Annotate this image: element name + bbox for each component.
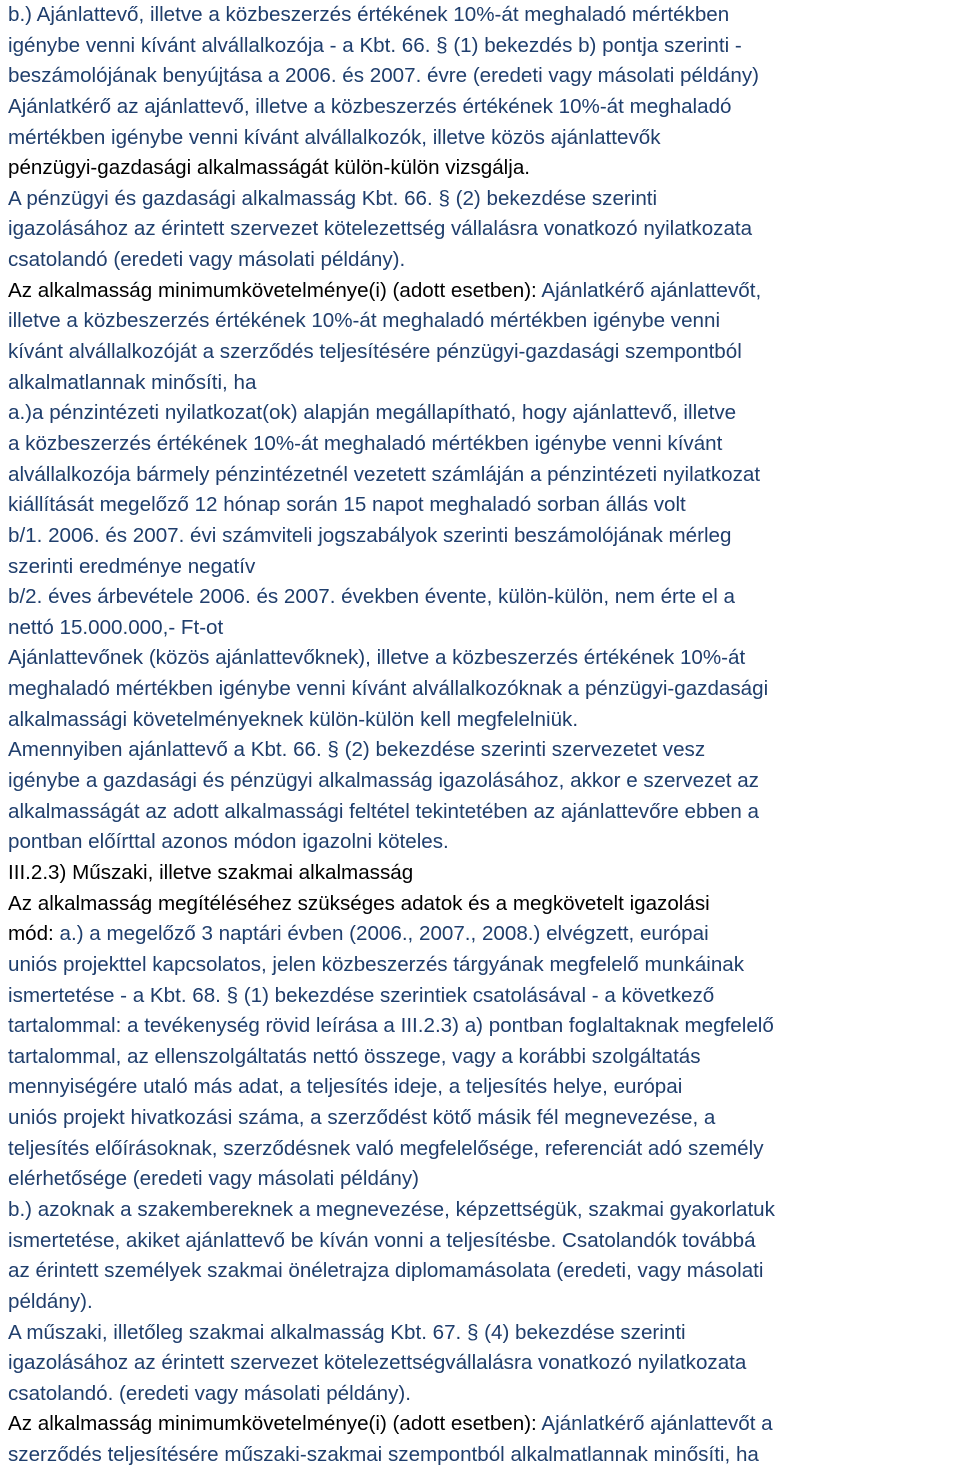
text-line: b/1. 2006. és 2007. évi számviteli jogszabályok szerinti beszámolójának mérleg — [8, 523, 732, 547]
text-line: igazolásához az érintett szervezet kötelezettségvállalásra vonatkozó nyilatkozata — [8, 1351, 747, 1375]
text-line: A pénzügyi és gazdasági alkalmasság Kbt. 66. § (2) bekezdése szerinti — [8, 186, 658, 210]
text-line: illetve a közbeszerzés értékének 10%-át meghaladó mértékben igénybe venni — [8, 309, 721, 333]
text-line: kívánt alvállalkozóját a szerződés teljesítésére pénzügyi-gazdasági szempontból — [8, 340, 742, 364]
text-segment: mód: — [8, 922, 60, 946]
text-line: beszámolójának benyújtása a 2006. és 2007. évre (eredeti vagy másolati példány) — [8, 64, 759, 88]
text-line: a.)a pénzintézeti nyilatkozat(ok) alapján megállapítható, hogy ajánlattevő, illetve — [8, 401, 737, 425]
text-line: elérhetősége (eredeti vagy másolati példány) — [8, 1167, 419, 1191]
text-line: alkalmassági követelményeknek külön-külön kell megfelelniük. — [8, 707, 579, 731]
text-line: Amennyiben ajánlattevő a Kbt. 66. § (2) bekezdése szerinti szervezetet vesz — [8, 738, 706, 762]
text-line: alvállalkozója bármely pénzintézetnél vezetett számláján a pénzintézeti nyilatkozat — [8, 462, 761, 486]
text-line: Ajánlatkérő az ajánlattevő, illetve a közbeszerzés értékének 10%-át meghaladó — [8, 94, 732, 118]
text-line: csatolandó. (eredeti vagy másolati példány). — [8, 1381, 411, 1405]
text-line — [8, 919, 960, 950]
text-line: uniós projekttel kapcsolatos, jelen közbeszerzés tárgyának megfelelő munkáinak — [8, 952, 745, 976]
text-line: pontban előírttal azonos módon igazolni köteles. — [8, 830, 449, 854]
text-line — [8, 1409, 960, 1440]
text-segment: Az alkalmasság minimumkövetelménye(i) (adott esetben): — [8, 1412, 542, 1436]
text-line: mértékben igénybe venni kívánt alvállalkozók, illetve közös ajánlattevők — [8, 125, 661, 149]
text-line: teljesítés előírásoknak, szerződésnek való megfelelősége, referenciát adó személy — [8, 1136, 764, 1160]
text-line: alkalmasságát az adott alkalmassági feltétel tekintetében az ajánlattevőre ebben a — [8, 799, 759, 823]
text-line: kiállítását megelőző 12 hónap során 15 napot meghaladó sorban állás volt — [8, 493, 686, 517]
text-line: nettó 15.000.000,- Ft-ot — [8, 615, 224, 639]
text-line: III.2.3) Műszaki, illetve szakmai alkalmasság — [8, 860, 414, 884]
text-line: szerződés teljesítésére műszaki-szakmai szempontból alkalmatlannak minősíti, ha — [8, 1443, 759, 1467]
text-line: pénzügyi-gazdasági alkalmasságát külön-külön vizsgálja. — [8, 156, 531, 180]
text-line — [8, 276, 960, 307]
text-line: csatolandó (eredeti vagy másolati példány). — [8, 248, 406, 272]
text-segment: Ajánlatkérő ajánlattevőt a — [541, 1412, 773, 1436]
text-line: b.) azoknak a szakembereknek a megnevezése, képzettségük, szakmai gyakorlatuk — [8, 1197, 775, 1221]
text-segment: Ajánlatkérő ajánlattevőt, — [541, 278, 762, 302]
text-line: alkalmatlannak minősíti, ha — [8, 370, 257, 394]
text-line: mennyiségére utaló más adat, a teljesítés ideje, a teljesítés helye, európai — [8, 1075, 683, 1099]
text-line: tartalommal, az ellenszolgáltatás nettó összege, vagy a korábbi szolgáltatás — [8, 1044, 701, 1068]
text-line: tartalommal: a tevékenység rövid leírása a III.2.3) a) pontban foglaltaknak megfelelő — [8, 1014, 774, 1038]
text-line: az érintett személyek szakmai önéletrajza diplomamásolata (eredeti, vagy másolati — [8, 1259, 764, 1283]
text-line: igénybe a gazdasági és pénzügyi alkalmasság igazolásához, akkor e szervezet az — [8, 769, 759, 793]
text-line: b/2. éves árbevétele 2006. és 2007. években évente, külön-külön, nem érte el a — [8, 585, 735, 609]
text-line: ismertetése, akiket ajánlattevő be kíván vonni a teljesítésbe. Csatolandók továbbá — [8, 1228, 756, 1252]
text-segment: Az alkalmasság minimumkövetelménye(i) (adott esetben): — [8, 278, 542, 302]
text-line: b.) Ajánlattevő, illetve a közbeszerzés értékének 10%-át meghaladó mértékben — [8, 3, 730, 26]
text-line: uniós projekt hivatkozási száma, a szerződést kötő másik fél megnevezése, a — [8, 1106, 716, 1130]
text-line: Ajánlattevőnek (közös ajánlattevőknek), illetve a közbeszerzés értékének 10%-át — [8, 646, 746, 670]
text-line: igazolásához az érintett szervezet kötelezettség vállalásra vonatkozó nyilatkozata — [8, 217, 753, 241]
text-line: szerinti eredménye negatív — [8, 554, 256, 578]
text-line: példány). — [8, 1289, 93, 1313]
text-line: Az alkalmasság megítéléséhez szükséges adatok és a megkövetelt igazolási — [8, 891, 710, 915]
text-line: meghaladó mértékben igénybe venni kívánt alvállalkozóknak a pénzügyi-gazdasági — [8, 677, 769, 701]
text-segment: a.) a megelőző 3 naptári évben (2006., 2007., 2008.) elvégzett, európai — [59, 922, 709, 946]
text-line: igénybe venni kívánt alvállalkozója - a Kbt. 66. § (1) bekezdés b) pontja szerinti - — [8, 33, 742, 57]
text-line: ismertetése - a Kbt. 68. § (1) bekezdése szerintiek csatolásával - a következő — [8, 983, 715, 1007]
document-page — [8, 0, 960, 1471]
text-line: a közbeszerzés értékének 10%-át meghaladó mértékben igénybe venni kívánt — [8, 431, 723, 455]
text-line: A műszaki, illetőleg szakmai alkalmasság Kbt. 67. § (4) bekezdése szerinti — [8, 1320, 686, 1344]
